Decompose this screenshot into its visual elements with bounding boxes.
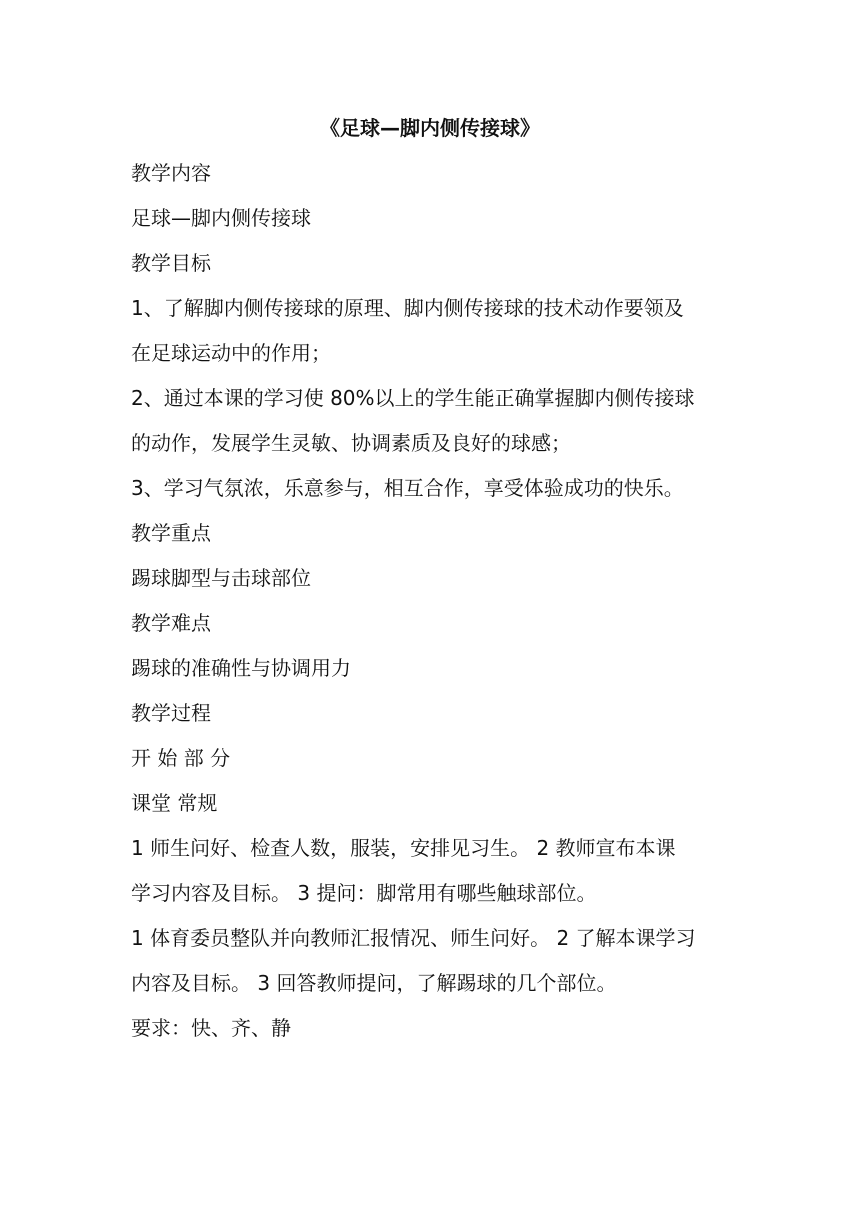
heading-difficult-points: 教学难点 [131,611,211,635]
paragraph-line: 足球—脚内侧传接球 [131,206,311,230]
section-label-opening: 开 始 部 分 [131,746,231,770]
paragraph-line: 的动作，发展学生灵敏、协调素质及良好的球感； [131,431,571,455]
heading-teaching-content: 教学内容 [131,161,211,185]
paragraph-line: 3、学习气氛浓，乐意参与，相互合作，享受体验成功的快乐。 [131,476,684,500]
paragraph-line: 在足球运动中的作用； [131,341,331,365]
heading-teaching-process: 教学过程 [131,701,211,725]
paragraph-line: 要求：快、齐、静 [131,1016,291,1040]
paragraph-line: 1 体育委员整队并向教师汇报情况、师生问好。 2 了解本课学习 [131,926,696,950]
document-title: 《足球—脚内侧传接球》 [320,116,540,140]
paragraph-line: 1 师生问好、检查人数，服装，安排见习生。 2 教师宣布本课 [131,836,676,860]
paragraph-line: 踢球脚型与击球部位 [131,566,311,590]
paragraph-line: 学习内容及目标。 3 提问：脚常用有哪些触球部位。 [131,881,597,905]
paragraph-line: 内容及目标。 3 回答教师提问，了解踢球的几个部位。 [131,971,617,995]
paragraph-line: 2、通过本课的学习使 80%以上的学生能正确掌握脚内侧传接球 [131,386,695,410]
paragraph-line: 踢球的准确性与协调用力 [131,656,351,680]
heading-teaching-objectives: 教学目标 [131,251,211,275]
paragraph-line: 1、了解脚内侧传接球的原理、脚内侧传接球的技术动作要领及 [131,296,684,320]
heading-key-points: 教学重点 [131,521,211,545]
section-label-routine: 课堂 常规 [131,791,218,815]
